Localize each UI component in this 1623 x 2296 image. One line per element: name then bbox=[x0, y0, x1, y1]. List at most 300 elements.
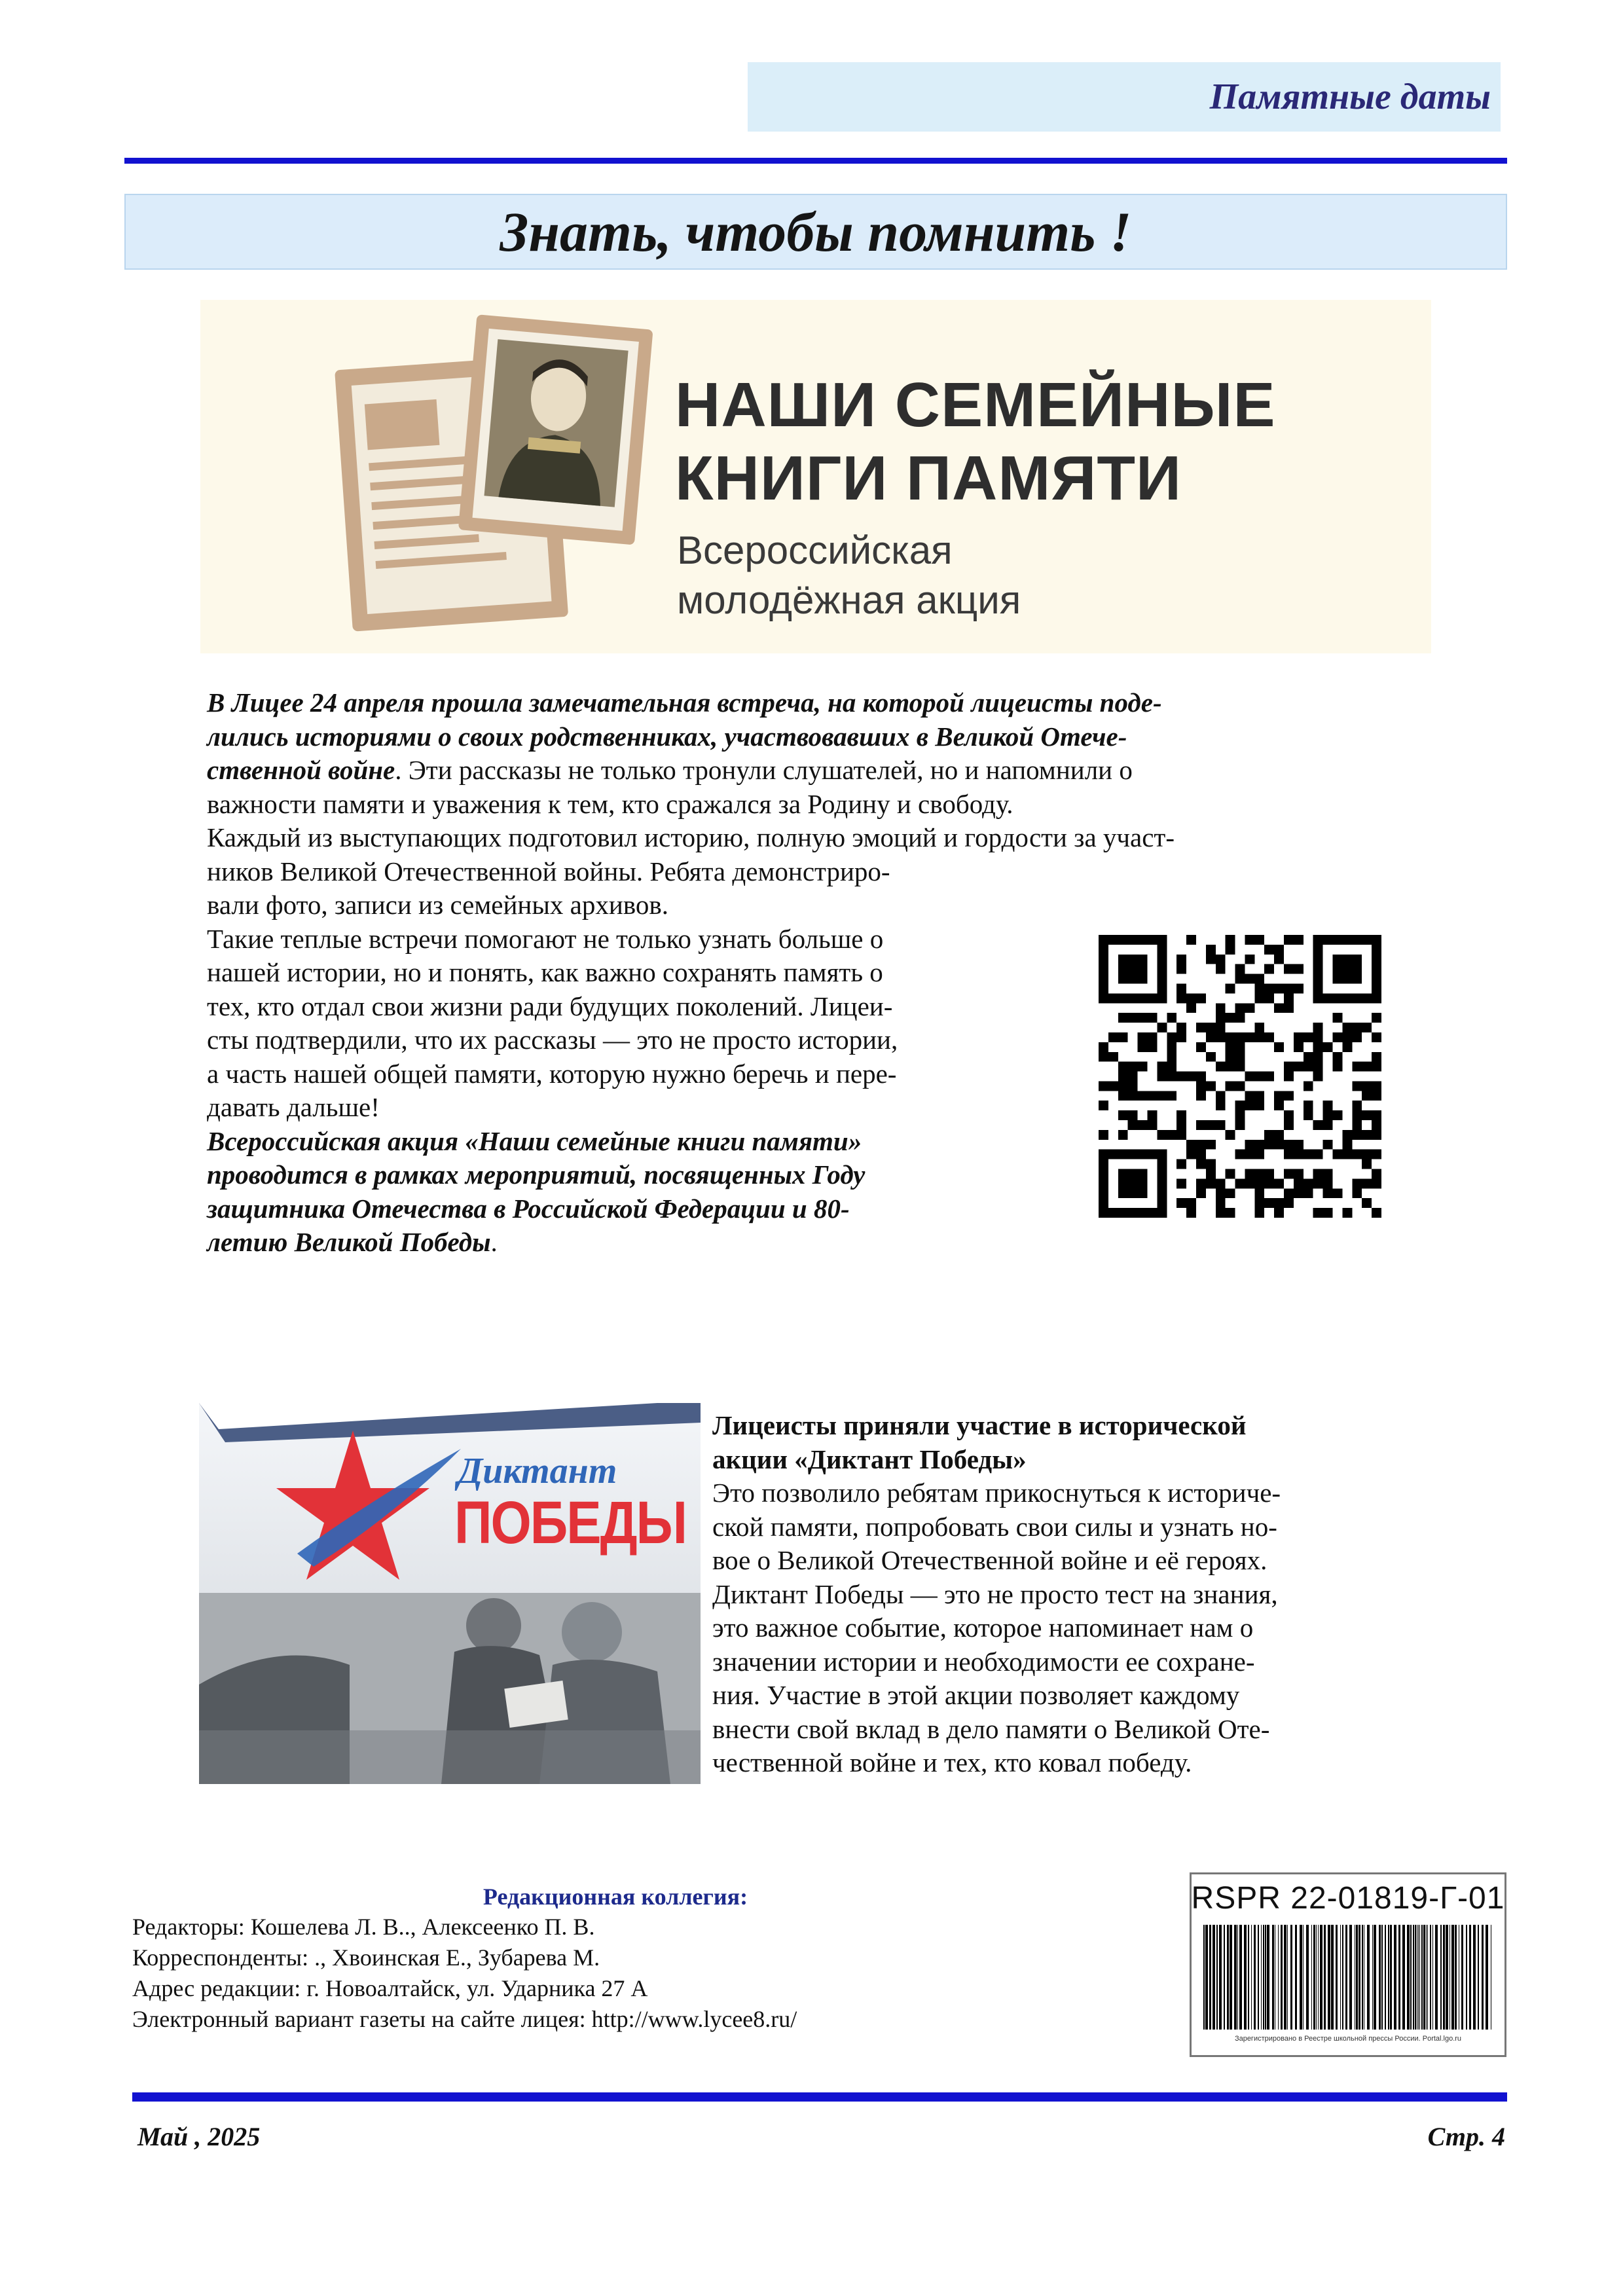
barcode-bar bbox=[1413, 1925, 1414, 2030]
qr-module bbox=[1147, 1110, 1157, 1120]
qr-module bbox=[1226, 1081, 1235, 1091]
qr-module bbox=[1235, 1110, 1245, 1120]
barcode-bar bbox=[1407, 1925, 1410, 2030]
qr-module bbox=[1245, 1032, 1254, 1042]
qr-module bbox=[1372, 955, 1381, 964]
qr-module bbox=[1196, 1140, 1206, 1150]
footer-page-number: Стр. 4 bbox=[1427, 2122, 1505, 2151]
qr-module bbox=[1226, 1042, 1235, 1052]
qr-module bbox=[1118, 1169, 1128, 1179]
qr-module bbox=[1352, 955, 1362, 964]
qr-module bbox=[1245, 1091, 1254, 1101]
qr-module bbox=[1118, 1072, 1128, 1082]
qr-module bbox=[1362, 1178, 1372, 1188]
qr-module bbox=[1323, 1178, 1333, 1188]
qr-module bbox=[1138, 974, 1148, 984]
barcode-bar bbox=[1203, 1925, 1205, 2030]
qr-module bbox=[1206, 1032, 1216, 1042]
barcode-bar bbox=[1482, 1925, 1484, 2030]
qr-module bbox=[1176, 1198, 1186, 1208]
barcode-bar bbox=[1388, 1925, 1389, 2030]
qr-module bbox=[1313, 1062, 1323, 1072]
qr-module bbox=[1147, 1208, 1157, 1218]
qr-module bbox=[1245, 1072, 1254, 1082]
qr-module bbox=[1216, 964, 1226, 974]
qr-module bbox=[1176, 955, 1186, 964]
barcode-bar bbox=[1394, 1925, 1396, 2030]
qr-module bbox=[1304, 1188, 1313, 1198]
qr-module bbox=[1372, 1169, 1381, 1179]
qr-module bbox=[1176, 1120, 1186, 1130]
qr-module bbox=[1333, 1110, 1343, 1120]
qr-module bbox=[1294, 983, 1304, 993]
qr-module bbox=[1264, 983, 1274, 993]
barcode-bar bbox=[1443, 1925, 1445, 2030]
qr-module bbox=[1176, 1023, 1186, 1032]
qr-module bbox=[1264, 993, 1274, 1003]
qr-module bbox=[1264, 1032, 1274, 1042]
qr-module bbox=[1372, 993, 1381, 1003]
qr-module bbox=[1294, 1169, 1304, 1179]
qr-module bbox=[1254, 1101, 1264, 1110]
qr-module bbox=[1372, 964, 1381, 974]
qr-module bbox=[1138, 1188, 1148, 1198]
qr-module bbox=[1284, 1062, 1294, 1072]
qr-module bbox=[1313, 1072, 1323, 1082]
barcode-bar bbox=[1440, 1925, 1442, 2030]
article-line: Такие теплые встречи помогают не только узнать больше о bbox=[207, 923, 884, 954]
qr-module bbox=[1206, 1120, 1216, 1130]
qr-module bbox=[1138, 1150, 1148, 1159]
qr-module bbox=[1313, 1208, 1323, 1218]
qr-module bbox=[1235, 1032, 1245, 1042]
qr-module bbox=[1176, 983, 1186, 993]
dictant-line: внести свой вклад в дело памяти о Великой Оте- bbox=[712, 1713, 1270, 1744]
qr-module bbox=[1245, 1140, 1254, 1150]
qr-module bbox=[1362, 1023, 1372, 1032]
article-line: Всероссийская акция «Наши семейные книги памяти» bbox=[207, 1125, 862, 1156]
qr-module bbox=[1167, 1130, 1176, 1140]
barcode-bar bbox=[1427, 1925, 1428, 2030]
qr-module bbox=[1226, 1188, 1235, 1198]
qr-module bbox=[1284, 993, 1294, 1003]
qr-module bbox=[1274, 1003, 1284, 1013]
qr-module bbox=[1118, 935, 1128, 945]
qr-module bbox=[1157, 1062, 1167, 1072]
qr-module bbox=[1226, 1032, 1235, 1042]
qr-module bbox=[1323, 1042, 1333, 1052]
qr-module bbox=[1186, 1198, 1196, 1208]
barcode-bar bbox=[1478, 1925, 1479, 2030]
barcode-bar bbox=[1469, 1925, 1471, 2030]
qr-module bbox=[1216, 1101, 1226, 1110]
qr-module bbox=[1362, 1091, 1372, 1101]
qr-module bbox=[1099, 1208, 1108, 1218]
article-fragment: ственной войне bbox=[207, 755, 395, 785]
article-fragment: . Эти рассказы не только тронули слушателей, но и напомнили о bbox=[395, 755, 1133, 785]
qr-module bbox=[1099, 1081, 1108, 1091]
qr-module bbox=[1176, 1130, 1186, 1140]
qr-module bbox=[1206, 945, 1216, 955]
qr-module bbox=[1372, 1062, 1381, 1072]
qr-code[interactable] bbox=[1099, 935, 1381, 1218]
qr-module bbox=[1372, 945, 1381, 955]
qr-module bbox=[1362, 1198, 1372, 1208]
qr-module bbox=[1235, 964, 1245, 974]
qr-module bbox=[1226, 983, 1235, 993]
qr-module bbox=[1099, 964, 1108, 974]
qr-module bbox=[1128, 1013, 1138, 1023]
qr-module bbox=[1216, 1023, 1226, 1032]
qr-module bbox=[1323, 1208, 1333, 1218]
qr-module bbox=[1313, 1169, 1323, 1179]
barcode-bar bbox=[1461, 1925, 1463, 2030]
qr-module bbox=[1206, 1159, 1216, 1169]
qr-module bbox=[1264, 1198, 1274, 1208]
qr-module bbox=[1245, 1169, 1254, 1179]
memory-books-banner bbox=[200, 300, 1431, 653]
editorial-address: Адрес редакции: г. Новоалтайск, ул. Ударника 27 А bbox=[132, 1975, 648, 2001]
barcode-bar bbox=[1267, 1925, 1269, 2030]
dictant-line: ской памяти, попробовать свои силы и узнать но- bbox=[712, 1511, 1277, 1542]
qr-module bbox=[1128, 1188, 1138, 1198]
qr-module bbox=[1138, 955, 1148, 964]
qr-module bbox=[1196, 1159, 1206, 1169]
qr-module bbox=[1352, 974, 1362, 984]
qr-module bbox=[1352, 1120, 1362, 1130]
qr-module bbox=[1108, 1150, 1118, 1159]
qr-module bbox=[1099, 1169, 1108, 1179]
qr-module bbox=[1167, 1072, 1176, 1082]
qr-module bbox=[1304, 1101, 1313, 1110]
qr-module bbox=[1235, 1101, 1245, 1110]
qr-module bbox=[1352, 1130, 1362, 1140]
qr-module bbox=[1167, 1042, 1176, 1052]
dictant-logo-top: Диктант bbox=[458, 1451, 617, 1491]
qr-module bbox=[1147, 1091, 1157, 1101]
qr-module bbox=[1118, 1178, 1128, 1188]
dictant-logo-bottom: ПОБЕДЫ bbox=[454, 1489, 686, 1556]
qr-module bbox=[1186, 935, 1196, 945]
qr-module bbox=[1108, 1052, 1118, 1062]
stamps-illustration bbox=[200, 300, 672, 653]
qr-module bbox=[1254, 1072, 1264, 1082]
qr-module bbox=[1099, 983, 1108, 993]
qr-module bbox=[1352, 935, 1362, 945]
qr-module bbox=[1342, 1042, 1352, 1052]
qr-module bbox=[1138, 1042, 1148, 1052]
qr-module bbox=[1118, 1110, 1128, 1120]
qr-module bbox=[1099, 1178, 1108, 1188]
qr-module bbox=[1313, 1120, 1323, 1130]
qr-module bbox=[1264, 1130, 1274, 1140]
qr-module bbox=[1323, 1101, 1333, 1110]
barcode-bar bbox=[1316, 1925, 1317, 2030]
article-line bbox=[207, 754, 1438, 788]
barcode-bar bbox=[1430, 1925, 1431, 2030]
qr-module bbox=[1245, 1101, 1254, 1110]
qr-module bbox=[1216, 1013, 1226, 1023]
qr-module bbox=[1245, 955, 1254, 964]
qr-module bbox=[1304, 1178, 1313, 1188]
qr-module bbox=[1196, 1188, 1206, 1198]
qr-module bbox=[1254, 983, 1264, 993]
qr-module bbox=[1216, 1003, 1226, 1013]
qr-module bbox=[1245, 1003, 1254, 1013]
qr-module bbox=[1362, 1159, 1372, 1169]
qr-module bbox=[1108, 1032, 1118, 1042]
qr-module bbox=[1196, 1091, 1206, 1101]
barcode-bar bbox=[1216, 1925, 1218, 2030]
barcode-bar bbox=[1290, 1925, 1292, 2030]
qr-module bbox=[1216, 1120, 1226, 1130]
qr-module bbox=[1147, 1032, 1157, 1042]
qr-module bbox=[1352, 1023, 1362, 1032]
qr-module bbox=[1313, 1023, 1323, 1032]
dictant-line: вое о Великой Отечественной войне и её героях. bbox=[712, 1545, 1267, 1575]
dictant-line: значении истории и необходимости ее сохране- bbox=[712, 1646, 1255, 1677]
qr-module bbox=[1333, 1013, 1343, 1023]
article-line: лились историями о своих родственниках, участвовавших в Великой Отече- bbox=[207, 721, 1127, 752]
qr-module bbox=[1284, 1150, 1294, 1159]
qr-module bbox=[1284, 1188, 1294, 1198]
qr-module bbox=[1274, 1140, 1284, 1150]
barcode-bar bbox=[1209, 1925, 1211, 2030]
qr-module bbox=[1254, 993, 1264, 1003]
qr-module bbox=[1304, 1052, 1313, 1062]
qr-module bbox=[1099, 993, 1108, 1003]
qr-module bbox=[1333, 1032, 1343, 1042]
qr-module bbox=[1128, 974, 1138, 984]
qr-module bbox=[1294, 1042, 1304, 1052]
qr-module bbox=[1274, 983, 1284, 993]
qr-module bbox=[1313, 955, 1323, 964]
banner-title-line1: НАШИ СЕМЕЙНЫЕ bbox=[675, 370, 1276, 440]
qr-module bbox=[1235, 1052, 1245, 1062]
qr-module bbox=[1342, 993, 1352, 1003]
barcode-bar bbox=[1227, 1925, 1229, 2030]
qr-module bbox=[1245, 935, 1254, 945]
qr-module bbox=[1235, 1150, 1245, 1159]
qr-module bbox=[1138, 993, 1148, 1003]
qr-module bbox=[1147, 1042, 1157, 1052]
barcode-bar bbox=[1234, 1925, 1237, 2030]
qr-module bbox=[1099, 1150, 1108, 1159]
qr-module bbox=[1264, 1140, 1274, 1150]
qr-module bbox=[1099, 945, 1108, 955]
qr-module bbox=[1128, 955, 1138, 964]
qr-module bbox=[1128, 1169, 1138, 1179]
qr-module bbox=[1186, 993, 1196, 1003]
qr-module bbox=[1235, 1042, 1245, 1052]
qr-module bbox=[1342, 935, 1352, 945]
qr-module bbox=[1216, 1198, 1226, 1208]
qr-module bbox=[1333, 935, 1343, 945]
qr-module bbox=[1342, 1023, 1352, 1032]
article-line: важности памяти и уважения к тем, кто сражался за Родину и свободу. bbox=[207, 788, 1013, 819]
qr-module bbox=[1235, 1062, 1245, 1072]
qr-module bbox=[1352, 1101, 1362, 1110]
qr-module bbox=[1157, 993, 1167, 1003]
dictant-line: Диктант Победы — это не просто тест на знания, bbox=[712, 1578, 1278, 1609]
barcode-bar bbox=[1423, 1925, 1425, 2030]
qr-module bbox=[1333, 1052, 1343, 1062]
qr-module bbox=[1157, 945, 1167, 955]
qr-module bbox=[1284, 1003, 1294, 1013]
qr-module bbox=[1196, 1023, 1206, 1032]
barcode-bar bbox=[1272, 1925, 1274, 2030]
qr-module bbox=[1284, 1140, 1294, 1150]
article-line: давать дальше! bbox=[207, 1092, 380, 1122]
qr-module bbox=[1157, 974, 1167, 984]
article-line: Каждый из выступающих подготовил историю, полную эмоций и гордости за участ- bbox=[207, 822, 1175, 852]
qr-module bbox=[1128, 1150, 1138, 1159]
barcode-bar bbox=[1359, 1925, 1360, 2030]
qr-module bbox=[1254, 935, 1264, 945]
qr-module bbox=[1274, 955, 1284, 964]
article-line: В Лицее 24 апреля прошла замечательная встреча, на которой лицеисты поде- bbox=[207, 687, 1162, 718]
qr-module bbox=[1186, 1150, 1196, 1159]
qr-module bbox=[1362, 1150, 1372, 1159]
qr-module bbox=[1118, 1208, 1128, 1218]
barcode-icon bbox=[1201, 1925, 1495, 2030]
qr-module bbox=[1372, 1150, 1381, 1159]
qr-module bbox=[1235, 1178, 1245, 1188]
qr-module bbox=[1274, 1101, 1284, 1110]
barcode-bar bbox=[1281, 1925, 1283, 2030]
qr-module bbox=[1323, 1110, 1333, 1120]
qr-module bbox=[1226, 1013, 1235, 1023]
qr-module bbox=[1254, 1032, 1264, 1042]
qr-module bbox=[1245, 974, 1254, 984]
dictant-line: Это позволило ребятам прикоснуться к историче- bbox=[712, 1478, 1281, 1508]
qr-module bbox=[1216, 955, 1226, 964]
qr-module bbox=[1157, 964, 1167, 974]
qr-module bbox=[1254, 1091, 1264, 1101]
qr-module bbox=[1147, 1013, 1157, 1023]
qr-module bbox=[1176, 1110, 1186, 1120]
qr-module bbox=[1206, 1178, 1216, 1188]
qr-module bbox=[1176, 1032, 1186, 1042]
qr-module bbox=[1362, 1110, 1372, 1120]
barcode-bar bbox=[1224, 1925, 1225, 2030]
barcode-bar bbox=[1398, 1925, 1400, 2030]
qr-module bbox=[1333, 974, 1343, 984]
qr-module bbox=[1138, 964, 1148, 974]
qr-module bbox=[1313, 935, 1323, 945]
qr-module bbox=[1128, 993, 1138, 1003]
qr-module bbox=[1254, 1023, 1264, 1032]
qr-module bbox=[1245, 1150, 1254, 1159]
qr-module bbox=[1274, 1091, 1284, 1101]
barcode-bar bbox=[1349, 1925, 1352, 2030]
qr-module bbox=[1342, 1150, 1352, 1159]
qr-module bbox=[1235, 1081, 1245, 1091]
qr-module bbox=[1196, 993, 1206, 1003]
article-line: ников Великой Отечественной войны. Ребята демонстриро- bbox=[207, 856, 890, 886]
barcode-bar bbox=[1295, 1925, 1297, 2030]
qr-module bbox=[1284, 1091, 1294, 1101]
qr-module bbox=[1333, 1062, 1343, 1072]
article-line: проводится в рамках мероприятий, посвященных Году bbox=[207, 1159, 866, 1190]
qr-module bbox=[1167, 1062, 1176, 1072]
qr-module bbox=[1108, 935, 1118, 945]
qr-module bbox=[1157, 1178, 1167, 1188]
article-fragment: . bbox=[490, 1227, 498, 1257]
qr-module bbox=[1284, 1169, 1294, 1179]
footer-date: Май , 2025 bbox=[137, 2122, 261, 2151]
qr-module bbox=[1342, 1140, 1352, 1150]
qr-module bbox=[1176, 1178, 1186, 1188]
qr-module bbox=[1254, 1150, 1264, 1159]
qr-module bbox=[1216, 1178, 1226, 1188]
barcode-bar bbox=[1418, 1925, 1419, 2030]
qr-module bbox=[1264, 964, 1274, 974]
qr-module bbox=[1186, 1208, 1196, 1218]
barcode-bar bbox=[1402, 1925, 1405, 2030]
qr-module bbox=[1254, 1198, 1264, 1208]
editorial-info bbox=[132, 1912, 797, 2035]
qr-module bbox=[1304, 1081, 1313, 1091]
barcode-bar bbox=[1446, 1925, 1448, 2030]
qr-module bbox=[1206, 1140, 1216, 1150]
barcode-bar bbox=[1390, 1925, 1392, 2030]
qr-module bbox=[1118, 1081, 1128, 1091]
qr-module bbox=[1372, 1208, 1381, 1218]
barcode-bar bbox=[1455, 1925, 1457, 2030]
banner-sub-line1: Всероссийская bbox=[677, 528, 953, 572]
qr-module bbox=[1108, 993, 1118, 1003]
qr-module bbox=[1186, 1072, 1196, 1082]
qr-module bbox=[1294, 1140, 1304, 1150]
qr-module bbox=[1206, 1023, 1216, 1032]
barcode-bar bbox=[1473, 1925, 1476, 2030]
qr-module bbox=[1323, 1169, 1333, 1179]
registry-number: RSPR 22-01819-Г-01 bbox=[1191, 1881, 1505, 1916]
qr-module bbox=[1313, 964, 1323, 974]
barcode-bar bbox=[1466, 1925, 1467, 2030]
qr-module bbox=[1118, 1013, 1128, 1023]
qr-module bbox=[1333, 1188, 1343, 1198]
qr-module bbox=[1372, 983, 1381, 993]
qr-module bbox=[1128, 1120, 1138, 1130]
banner-sub-line2: молодёжная акция bbox=[677, 578, 1021, 622]
barcode-bar bbox=[1345, 1925, 1347, 2030]
barcode-bar bbox=[1451, 1925, 1454, 2030]
qr-module bbox=[1284, 1072, 1294, 1082]
qr-module bbox=[1235, 1120, 1245, 1130]
barcode-bar bbox=[1239, 1925, 1242, 2030]
dictant-pobedy-image bbox=[199, 1403, 701, 1784]
qr-module bbox=[1206, 955, 1216, 964]
qr-module bbox=[1176, 1159, 1186, 1169]
qr-module bbox=[1372, 1052, 1381, 1062]
qr-module bbox=[1099, 1188, 1108, 1198]
qr-module bbox=[1372, 1032, 1381, 1042]
barcode-bar bbox=[1244, 1925, 1247, 2030]
qr-module bbox=[1226, 1062, 1235, 1072]
barcode-bar bbox=[1331, 1925, 1334, 2030]
qr-module bbox=[1118, 955, 1128, 964]
qr-module bbox=[1138, 1032, 1148, 1042]
barcode-bar bbox=[1410, 1925, 1412, 2030]
barcode-bar bbox=[1237, 1925, 1238, 2030]
qr-module bbox=[1313, 1150, 1323, 1159]
barcode-bar bbox=[1284, 1925, 1286, 2030]
qr-module bbox=[1216, 1188, 1226, 1198]
qr-module bbox=[1118, 974, 1128, 984]
qr-module bbox=[1372, 1120, 1381, 1130]
